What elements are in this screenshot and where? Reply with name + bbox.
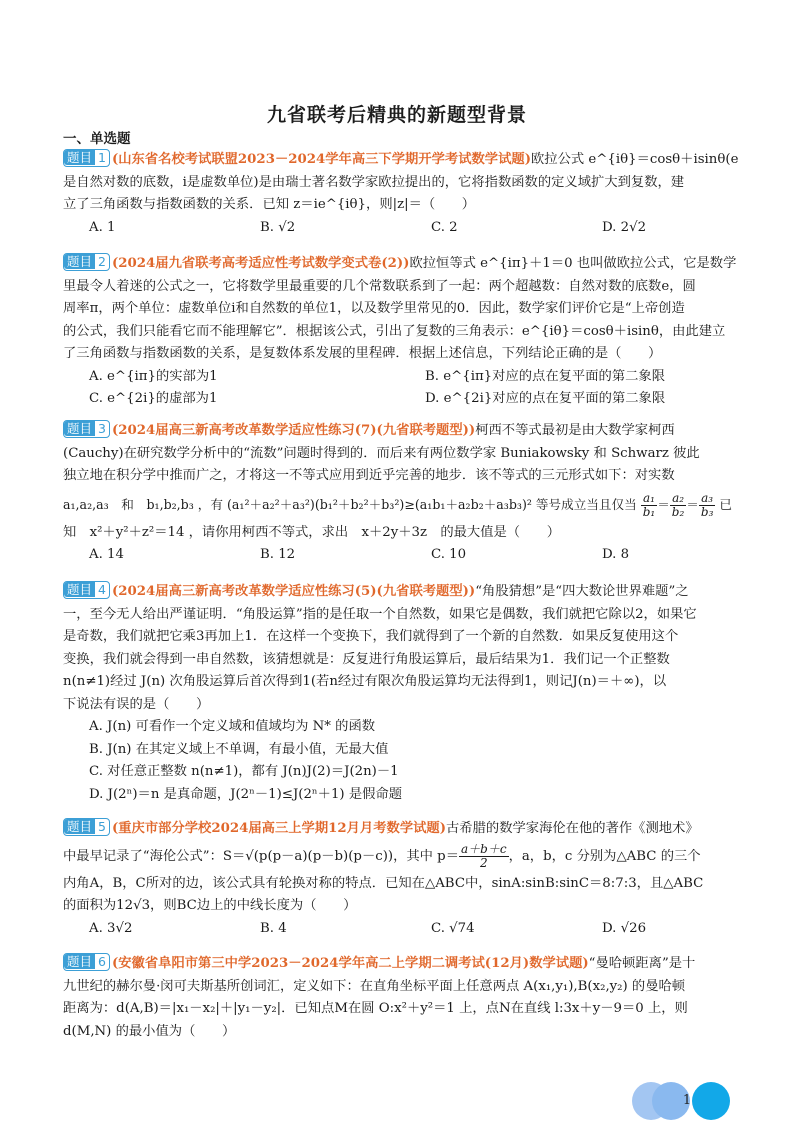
option-a: A. e^{iπ}的实部为1 <box>89 368 218 384</box>
option-c: C. e^{2i}的虚部为1 <box>89 391 218 406</box>
problem-text: 的面积为12√3，则BC边上的中线长度为（ ） <box>63 898 357 913</box>
problem-source: (安徽省阜阳市第三中学2023－2024学年高二上学期二调考试(12月)数学试题) <box>111 956 589 971</box>
options-row <box>63 388 747 411</box>
problem-tag: 题目 1 <box>63 149 110 167</box>
problem-2 <box>63 253 747 411</box>
option-a: A. 14 <box>89 547 124 562</box>
page-title: 九省联考后精典的新题型背景 <box>266 104 527 126</box>
section-heading: 一、单选题 <box>63 131 131 147</box>
problem-source: (重庆市部分学校2024届高三上学期12月月考数学试题) <box>111 821 447 836</box>
problem-source: (2024届高三新高考改革数学适应性练习(5)(九省联考题型)) <box>111 584 476 599</box>
problem-tag: 题目 3 <box>63 420 110 438</box>
problem-text: 柯西不等式最初是由大数学家柯西 <box>475 423 675 438</box>
option-b: B. J(n) 在其定义域上不单调，有最小值，无最大值 <box>89 741 389 757</box>
problem-text: 立了三角函数与指数函数的关系．已知 z＝ie^{iθ}，则|z|＝（ ） <box>63 197 476 212</box>
option-a: A. 1 <box>89 219 116 235</box>
page-number-badge <box>632 1082 748 1120</box>
option-b: B. 12 <box>260 547 296 562</box>
problem-text: 欧拉恒等式 e^{iπ}＋1＝0 也叫做欧拉公式，它是数学 <box>409 256 737 271</box>
option-c: C. √74 <box>431 920 475 936</box>
options-row <box>63 217 747 240</box>
problem-text: 古希腊的数学家海伦在他的著作《测地术》 <box>446 821 699 836</box>
problem-tag: 题目 6 <box>63 953 110 971</box>
options-row <box>63 544 747 567</box>
problem-text: “曼哈顿距离”是十 <box>588 956 696 971</box>
problem-text: d(M,N) 的最小值为（ ） <box>63 1023 236 1039</box>
problem-text: 变换，我们就会得到一串自然数，该猜想就是：反复进行角股运算后，最后结果为1．我们记一个正整数 <box>63 651 670 667</box>
problem-text: 独立地在积分学中推而广之，才将这一不等式应用到近乎完善的地步．该不等式的三元形式如下：对实数 <box>63 468 675 483</box>
option-b: B. 4 <box>260 920 287 936</box>
problem-tag: 题目 4 <box>63 581 110 599</box>
problem-text: n(n≠1)经过 J(n) 次角股运算后首次得到1(若n经过有限次角股运算均无法得到1，则记J(n)＝＋∞)，以 <box>63 674 667 689</box>
problem-text: 了三角函数与指数函数的关系，是复数体系发展的里程碑．根据上述信息，下列结论正确的是（ ） <box>63 346 662 361</box>
problem-text: 已 <box>719 496 732 512</box>
problem-6 <box>63 953 747 1043</box>
problem-text: 中最早记录了“海伦公式”：S＝√(p(p－a)(p－b)(p－c))，其中 p＝ <box>63 848 459 864</box>
option-d: D. e^{2i}对应的点在复平面的第二象限 <box>425 391 666 406</box>
option-b: B. e^{iπ}对应的点在复平面的第二象限 <box>425 368 666 384</box>
problem-text: 的公式，我们只能看它而不能理解它”．根据该公式，引出了复数的三角表示：e^{iθ}＝cosθ＋isinθ，由此建立 <box>63 323 726 339</box>
problem-text: 知 x²＋y²＋z²＝14 ，请你用柯西不等式，求出 x＋2y＋3z 的最大值是（ ） <box>63 524 560 540</box>
option-c: C. 对任意正整数 n(n≠1)，都有 J(n)J(2)＝J(2n)－1 <box>89 764 399 779</box>
option-a: A. J(n) 可看作一个定义域和值域均为 N* 的函数 <box>89 719 376 734</box>
option-d: D. 8 <box>602 547 630 562</box>
problem-text: 周率π，两个单位：虚数单位i和自然数的单位1，以及数学里常见的0．因此，数学家们评价它是“上帝创造 <box>63 301 685 316</box>
problem-text: 下说法有误的是（ ） <box>63 696 210 712</box>
option-c: C. 2 <box>431 219 458 235</box>
problem-text: 是自然对数的底数，i是虚数单位)是由瑞士著名数学家欧拉提出的，它将指数函数的定义域扩大到复数，建 <box>63 174 685 190</box>
problem-source: (2024届九省联考高考适应性考试数学变式卷(2)) <box>111 256 410 271</box>
option-d: D. 2√2 <box>602 219 647 235</box>
option-d: D. J(2ⁿ)＝n 是真命题，J(2ⁿ－1)≤J(2ⁿ＋1) 是假命题 <box>89 786 403 802</box>
fraction: $\frac{a+b+c}{2}$ <box>461 841 507 870</box>
problem-text: 九世纪的赫尔曼·闵可夫斯基所创词汇，定义如下：在直角坐标平面上任意两点 A(x₁,y₁),B(x₂,y₂) 的曼哈顿 <box>63 978 686 994</box>
problem-text: 距离为：d(A,B)＝|x₁－x₂|＋|y₁－y₂|．已知点M在圆 O:x²＋y²＝1 上，点N在直线 l:3x＋y－9＝0 上，则 <box>63 1001 688 1016</box>
fraction: $\frac{\text{a₃}}{\text{b₃}}$ <box>700 490 714 519</box>
options-row <box>63 366 747 389</box>
problem-text: 里最令人着迷的公式之一，它将数学里最重要的几个常数联系到了一起：两个超越数：自然对数的底数e，圆 <box>63 278 696 294</box>
option-a: A. 3√2 <box>89 920 133 936</box>
problem-text: 欧拉公式 e^{iθ}＝cosθ＋isinθ(e <box>531 152 739 167</box>
problem-text: ，a，b，c 分别为△ABC 的三个 <box>508 848 701 864</box>
problem-tag: 题目 2 <box>63 253 110 271</box>
problem-tag: 题目 5 <box>63 818 110 836</box>
option-c: C. 10 <box>431 547 467 562</box>
problem-text: 一，至今无人给出严谨证明．“角股运算”指的是任取一个自然数，如果它是偶数，我们就把它除以2，如果它 <box>63 606 697 622</box>
problem-text: 是奇数，我们就把它乘3再加上1．在这样一个变换下，我们就得到了一个新的自然数．如果反复使用这个 <box>63 629 679 644</box>
problem-text: (Cauchy)在研究数学分析中的“流数”问题时得到的．而后来有两位数学家 Buniakowsky 和 Schwarz 彼此 <box>63 445 700 461</box>
page-number: 1 <box>682 1093 692 1108</box>
option-d: D. √26 <box>602 920 647 936</box>
fraction: $\frac{\text{a₁}}{\text{b₁}}$ <box>642 490 656 519</box>
problem-source: (山东省名校考试联盟2023－2024学年高三下学期开学考试数学试题) <box>111 152 531 167</box>
options-row <box>63 918 747 941</box>
fraction: $\frac{\text{a₂}}{\text{b₂}}$ <box>671 490 685 519</box>
problem-text: 内角A，B，C所对的边，该公式具有轮换对称的特点．已知在△ABC中，sinA:sinB:sinC＝8:7:3，且△ABC <box>63 875 704 891</box>
problem-5 <box>63 818 747 940</box>
option-b: B. √2 <box>260 219 296 235</box>
problem-1 <box>63 149 747 239</box>
problem-source: (2024届高三新高考改革数学适应性练习(7)(九省联考题型)) <box>111 423 476 438</box>
problem-text: a₁,a₂,a₃ 和 b₁,b₂,b₃ ，有 (a₁²＋a₂²＋a₃²)(b₁²＋b₂²＋b₃²)≥(a₁b₁＋a₂b₂＋a₃b₃)² 等号成立当且仅当 <box>63 496 637 512</box>
problem-3: 题目 3 (2024届高三新高考改革数学适应性练习(7)(九省联考题型))柯西不等式最初是由大数学家柯西 (Cauchy)在研究数学分析中的“流数”问题时得到的．而后来有两位数学家 Buniakowsky 和 Schwarz 彼此 独立地在积分学中推而广之，才将这一不等式应用到近乎完善的地步．该不等式的三元形式如下：对实数 a₁,a₂,a₃ 和 b₁,b₂,b₃ ，有 (a₁²＋a₂²＋a₃²)(b₁²＋b₂²＋b₃²)≥(a₁b₁＋a₂b₂＋a₃b₃)² 等号成立当且仅当 $\frac{\text{a₁}}{\text{b₁}}$ ＝ $\frac{\text{a₂}}{\text{b₂}}$ ＝ $\frac{\text{a₃}}{\text{b₃}}$ 已 知 x²＋y²＋z²＝14 ，请你用柯西不等式，求出 x＋2y＋3z 的最大值是（ ） A. 14 B. 12 C. 10 D. 8 <box>63 420 747 567</box>
problem-4 <box>63 581 747 806</box>
problem-text: “角股猜想”是“四大数论世界难题”之 <box>475 584 689 599</box>
